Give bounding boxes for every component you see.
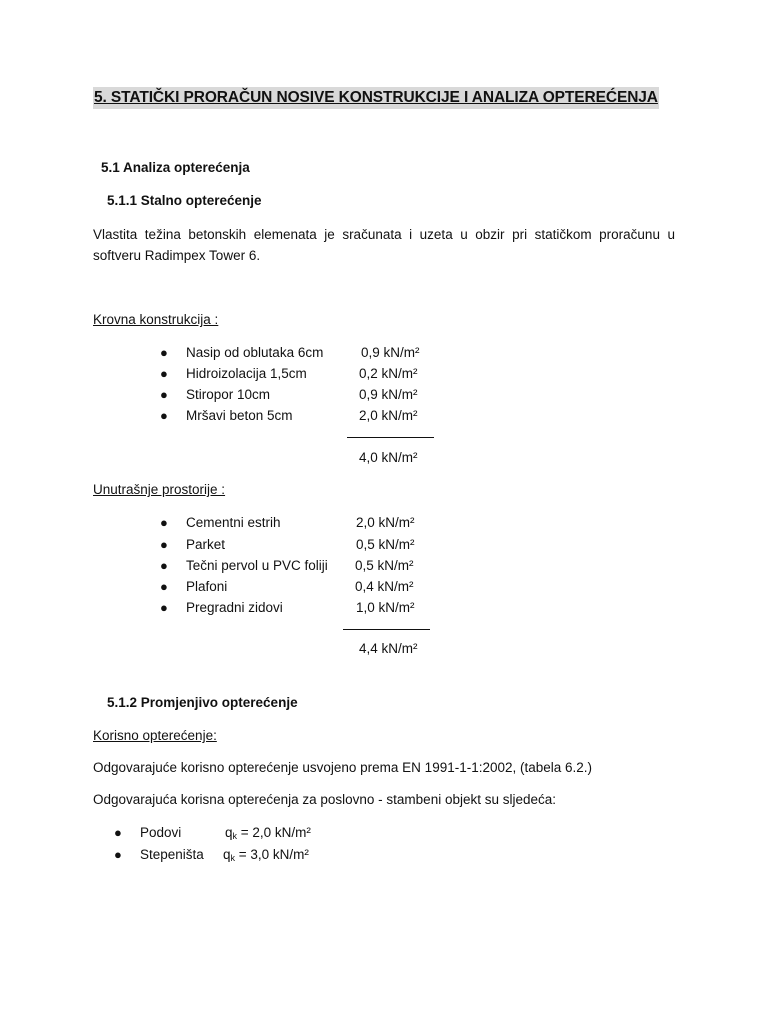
interior-item-value: 2,0 kN/m² [356, 515, 415, 530]
bullet-icon: ● [114, 847, 122, 862]
paragraph-live-loads: Odgovarajuća korisna opterećenja za poslovno - stambeni objekt su sljedeća: [93, 792, 557, 807]
interior-item-value: 0,4 kN/m² [355, 579, 414, 594]
roof-item-value: 0,2 kN/m² [359, 366, 418, 381]
roof-item-label: Nasip od oblutaka 6cm [186, 345, 324, 360]
bullet-icon: ● [160, 345, 168, 360]
interior-item-label: Pregradni zidovi [186, 600, 283, 615]
roof-construction-title: Krovna konstrukcija : [93, 312, 219, 327]
bullet-icon: ● [160, 515, 168, 530]
interior-item-value: 0,5 kN/m² [355, 558, 414, 573]
bullet-icon: ● [160, 366, 168, 381]
paragraph-self-weight: Vlastita težina betonskih elemenata je sračunata i uzeta u obzir pri statičkom proračunu u softveru Radimpex Tower 6. [93, 227, 675, 263]
roof-item-value: 0,9 kN/m² [359, 387, 418, 402]
interior-item-value: 0,5 kN/m² [356, 537, 415, 552]
section-5-1-heading: 5.1 Analiza opterećenja [101, 160, 250, 175]
bullet-icon: ● [160, 408, 168, 423]
bullet-icon: ● [160, 579, 168, 594]
sum-divider [343, 629, 430, 630]
bullet-icon: ● [160, 600, 168, 615]
interior-item-label: Cementni estrih [186, 515, 281, 530]
sum-divider [347, 437, 434, 438]
interior-item-value: 1,0 kN/m² [356, 600, 415, 615]
live-item-value: $q_k = 3,0$ kN/m² [223, 847, 309, 863]
live-load-title: Korisno opterećenje: [93, 728, 217, 743]
roof-item-value: 2,0 kN/m² [359, 408, 418, 423]
page-heading: 5. STATIČKI PRORAČUN NOSIVE KONSTRUKCIJE I ANALIZA OPTEREĆENJA [93, 87, 659, 109]
bullet-icon: ● [160, 387, 168, 402]
roof-item-label: Hidroizolacija 1,5cm [186, 366, 307, 381]
bullet-icon: ● [160, 537, 168, 552]
interior-rooms-title: Unutrašnje prostorije : [93, 482, 226, 497]
roof-item-value: 0,9 kN/m² [361, 345, 420, 360]
section-5-1-2-heading: 5.1.2 Promjenjivo opterećenje [107, 695, 298, 710]
interior-item-label: Plafoni [186, 579, 228, 594]
bullet-icon: ● [114, 825, 122, 840]
bullet-icon: ● [160, 558, 168, 573]
interior-total-value: 4,4 kN/m² [359, 641, 418, 656]
roof-item-label: Mršavi beton 5cm [186, 408, 293, 423]
live-item-label: Podovi [140, 825, 182, 840]
interior-item-label: Parket [186, 537, 226, 552]
live-item-label: Stepeništa [140, 847, 204, 862]
roof-item-label: Stiropor 10cm [186, 387, 271, 402]
roof-total-value: 4,0 kN/m² [359, 450, 418, 465]
paragraph-code-reference: Odgovarajuće korisno opterećenje usvojeno prema EN 1991-1-1:2002, (tabela 6.2.) [93, 760, 593, 775]
live-item-value: $q_k = 2,0$ kN/m² [225, 825, 311, 841]
section-5-1-1-heading: 5.1.1 Stalno opterećenje [107, 193, 262, 208]
interior-item-label: Tečni pervol u PVC foliji [186, 558, 328, 573]
